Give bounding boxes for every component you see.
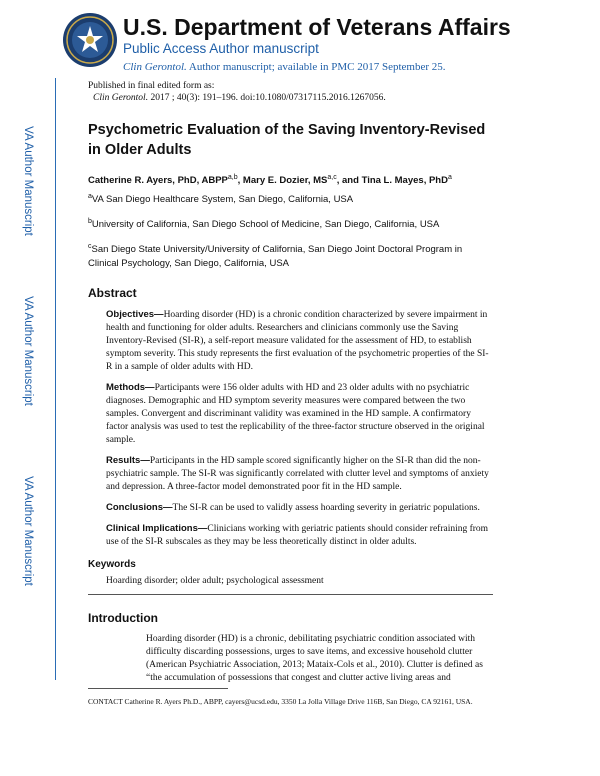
abstract-section-text: Participants in the HD sample scored significantly higher on the SI-R than did the non-psychiatric sample. The SI-R was significantly correlated with clutter level and symptoms of anxiety and depression. A three-factor model demonstrated poor fit in the HD sample.: [106, 455, 489, 492]
introduction-heading: Introduction: [88, 610, 158, 625]
section-divider: [88, 594, 493, 595]
author-name: Mary E. Dozier, MS: [242, 175, 328, 187]
keywords-text: Hoarding disorder; older adult; psychological assessment: [106, 575, 324, 586]
abstract-conclusions: [88, 501, 493, 515]
sidebar-label: VA Author Manuscript: [22, 476, 34, 586]
header-availability-text: Author manuscript; available in PMC 2017 September 25.: [186, 61, 446, 73]
introduction-paragraph: Hoarding disorder (HD) is a chronic, debilitating psychiatric condition associated with difficulty discarding possessions, urges to save items, and excessive household clutter (American Psychiatric Association, 2013; Mataix-Cols et al., 2010). Clutter is defined as “the accumulation of possessions that congest and clutter active living areas and: [146, 633, 483, 683]
affiliation-text: San Diego State University/University of California, San Diego Joint Doctoral Program in Clinical Psychology, San Diego, California, USA: [88, 244, 463, 269]
header-subtitle: Public Access Author manuscript: [123, 41, 319, 56]
abstract-objectives: [88, 308, 493, 374]
abstract-results: [88, 454, 493, 494]
affiliation-sup: c: [88, 243, 92, 251]
header-title: U.S. Department of Veterans Affairs: [123, 14, 511, 40]
author-separator: ,: [237, 175, 243, 187]
affiliation-text: VA San Diego Healthcare System, San Diego, California, USA: [91, 194, 354, 206]
author-affil-sup: a,c: [327, 174, 337, 181]
paper-title: Psychometric Evaluation of the Saving Inventory-Revised in Older Adults: [88, 122, 486, 158]
left-margin-sidebar: [0, 0, 58, 776]
affiliation-sup: a: [88, 193, 92, 201]
affiliation: [88, 215, 493, 231]
abstract-section-label: Methods—: [106, 381, 155, 393]
publication-line: Published in final edited form as:: [88, 81, 215, 91]
publication-citation: [88, 92, 386, 104]
sidebar-divider: [55, 78, 56, 680]
header-journal: Clin Gerontol.: [123, 61, 187, 73]
footnote-divider: [88, 688, 228, 689]
affiliation-text: University of California, San Diego School of Medicine, San Diego, California, USA: [91, 219, 440, 231]
keywords-heading: Keywords: [88, 558, 136, 570]
abstract-section-text: Participants were 156 older adults with HD and 23 older adults with no psychiatric diagnoses. Demographic and HD symptom severity measures were compared between the two samples. Convergent and discriminant validity was examined in the HD sample. A confirmatory factor analysis was used to test the replicability of the three-factor structure observed in the original sample.: [106, 382, 485, 445]
abstract-heading: Abstract: [88, 285, 137, 300]
publication-journal: Clin Gerontol.: [93, 93, 149, 103]
abstract-section-label: Results—: [106, 454, 150, 466]
article-content: [88, 120, 493, 685]
author-name: Catherine R. Ayers, PhD, ABPP: [88, 175, 228, 187]
author-list: [88, 174, 493, 186]
affiliation: [88, 240, 493, 269]
publication-info: [88, 80, 386, 104]
abstract-clinical-implications: [88, 522, 493, 549]
affiliation: [88, 190, 493, 206]
contact-footnote: CONTACT Catherine R. Ayers Ph.D., ABPP, cayers@ucsd.edu, 3350 La Jolla Village Drive 116B, San Diego, CA 92161, USA.: [88, 697, 473, 706]
author-affil-sup: a: [447, 174, 452, 181]
abstract-section-label: Objectives—: [106, 308, 164, 320]
abstract-section-text: Hoarding disorder (HD) is a chronic condition characterized by severe impairment in health and functioning for older adults. Researchers and clinicians commonly use the Saving Inventory-Revised (SI-R), a self-report measure validated for the assessment of HD, to establish symptom severity. This study represents the first evaluation of the psychometric properties of the SI-R in a sample of older adults with HD.: [106, 309, 489, 372]
va-seal-logo: [62, 12, 118, 68]
author-name: Tina L. Mayes, PhD: [361, 175, 448, 187]
author-separator: , and: [336, 175, 362, 187]
publication-citation-text: 2017 ; 40(3): 191–196. doi:10.1080/07317115.2016.1267056.: [148, 93, 386, 103]
abstract-section-label: Clinical Implications—: [106, 522, 208, 534]
sidebar-label: VA Author Manuscript: [22, 296, 34, 406]
header-availability: [123, 61, 446, 73]
abstract-section-text: The SI-R can be used to validly assess hoarding severity in geriatric populations.: [172, 502, 480, 513]
abstract-section-text: Clinicians working with geriatric patients should consider refraining from use of the SI-R subscales as they may be less theoretically distinct in older adults.: [106, 523, 489, 547]
affiliation-sup: b: [88, 218, 92, 226]
abstract-section-label: Conclusions—: [106, 501, 173, 513]
author-affil-sup: a,b: [227, 174, 238, 181]
sidebar-label: VA Author Manuscript: [22, 126, 34, 236]
abstract-methods: [88, 381, 493, 447]
